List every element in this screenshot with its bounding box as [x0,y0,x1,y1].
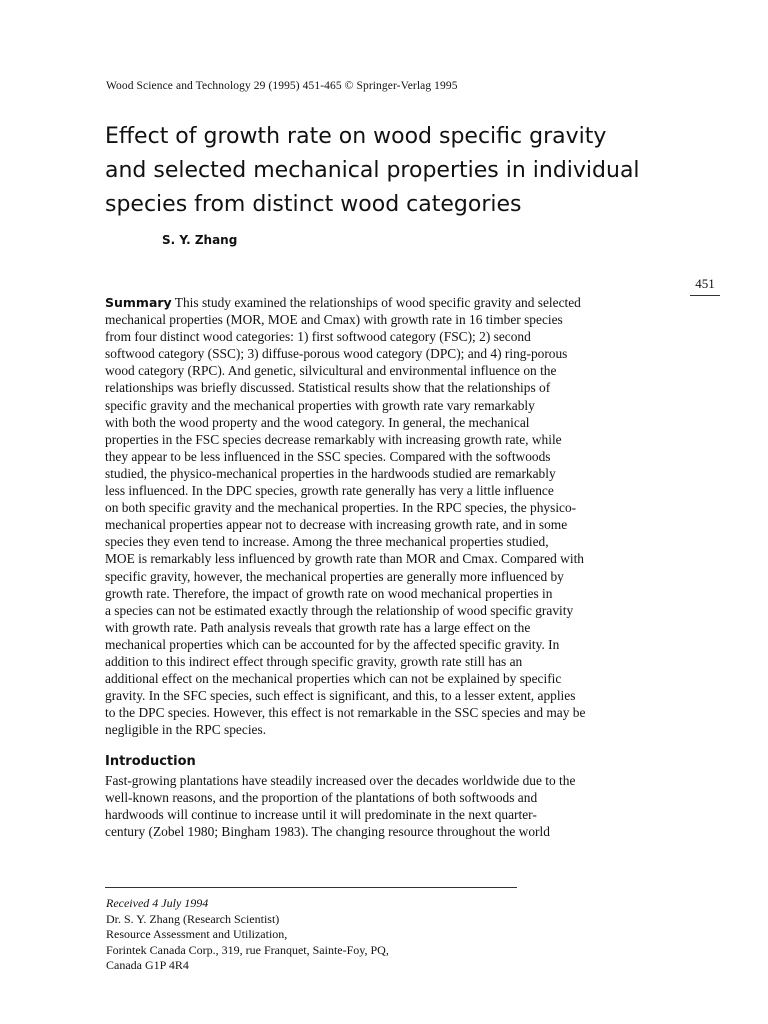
summary-line: to the DPC species. However, this effect is not remarkable in the SSC species and may be [105,705,586,721]
journal-citation: Wood Science and Technology 29 (1995) 451-465 © Springer-Verlag 1995 [106,80,458,92]
summary-line: with growth rate. Path analysis reveals that growth rate has a large effect on the [105,619,531,635]
summary-first-line-text: This study examined the relationships of wood specific gravity and selected [171,295,581,310]
summary-line: relationships was briefly discussed. Statistical results show that the relationships of [105,380,551,396]
summary-line: they appear to be less influenced in the SSC species. Compared with the softwoods [105,448,551,464]
title-line: and selected mechanical properties in individual [105,158,640,183]
summary-line: gravity. In the SFC species, such effect is significant, and this, to a lesser extent, applies [105,688,576,704]
affiliation-line: Dr. S. Y. Zhang (Research Scientist) [106,911,280,926]
summary-line: species they even tend to increase. Among the three mechanical properties studied, [105,534,549,550]
summary-line: a species can not be estimated exactly through the relationship of wood specific gravity [105,602,574,618]
title-line: Effect of growth rate on wood specific gravity [105,124,607,149]
paper-title [105,120,705,222]
author-name: S. Y. Zhang [162,233,238,247]
summary-line: softwood category (SSC); 3) diffuse-porous wood category (DPC); and 4) ring-porous [105,346,568,362]
summary-line: less influenced. In the DPC species, growth rate generally has very a little influence [105,483,554,499]
page-number: 451 [690,276,720,296]
affiliation-line: Forintek Canada Corp., 319, rue Franquet, Sainte-Foy, PQ, [106,942,389,957]
introduction-body [105,772,665,840]
summary-line: mechanical properties appear not to decrease with increasing growth rate, and in some [105,517,568,533]
summary-label: Summary [105,295,172,310]
summary-line: wood category (RPC). And genetic, silvicultural and environmental influence on the [105,363,557,379]
introduction-heading: Introduction [105,754,196,769]
introduction-line: hardwoods will continue to increase until it will predominate in the next quarter- [105,807,537,823]
affiliation-line: Resource Assessment and Utilization, [106,927,288,942]
summary-section [105,294,665,738]
summary-line: from four distinct wood categories: 1) first softwood category (FSC); 2) second [105,329,531,345]
summary-line: mechanical properties (MOR, MOE and Cmax) with growth rate in 16 timber species [105,312,563,328]
summary-line: with both the wood property and the wood category. In general, the mechanical [105,414,530,430]
title-line: species from distinct wood categories [105,192,522,217]
affiliation-line: Canada G1P 4R4 [106,958,189,973]
summary-line: properties in the FSC species decrease remarkably with increasing growth rate, while [105,431,562,447]
summary-line: growth rate. Therefore, the impact of growth rate on wood mechanical properties in [105,585,553,601]
received-date: Received 4 July 1994 [106,896,209,910]
summary-line: MOE is remarkably less influenced by growth rate than MOR and Cmax. Compared with [105,551,584,567]
summary-line: studied, the physico-mechanical properties in the hardwoods studied are remarkably [105,465,556,481]
summary-line: specific gravity, however, the mechanical properties are generally more influenced by [105,568,564,584]
footnote-block [106,896,389,974]
summary-line: addition to this indirect effect through specific gravity, growth rate still has an [105,653,523,669]
summary-line: specific gravity and the mechanical properties with growth rate vary remarkably [105,397,535,413]
footnote-divider [105,887,517,888]
introduction-line: Fast-growing plantations have steadily increased over the decades worldwide due to the [105,773,576,788]
summary-first-line [105,294,665,311]
summary-line: negligible in the RPC species. [105,722,267,738]
introduction-line: century (Zobel 1980; Bingham 1983). The changing resource throughout the world [105,824,550,840]
summary-line: mechanical properties which can be accounted for by the affected specific gravity. In [105,636,560,652]
summary-line: on both specific gravity and the mechanical properties. In the RPC species, the physico- [105,500,577,516]
summary-line: additional effect on the mechanical properties which can not be explained by specific [105,671,562,687]
introduction-line: well-known reasons, and the proportion of the plantations of both softwoods and [105,790,538,806]
